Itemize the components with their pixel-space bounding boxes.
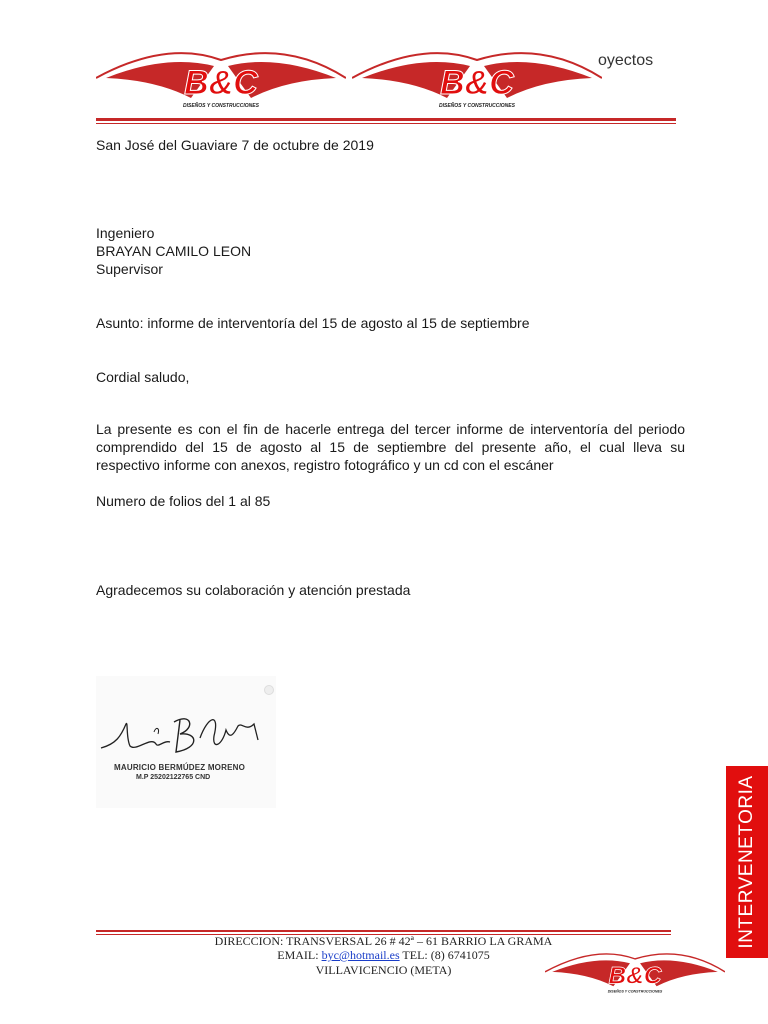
footer-city: VILLAVICENCIO (META) — [315, 963, 452, 977]
signature-block — [96, 676, 276, 808]
phone-text: TEL: (8) 6741075 — [402, 948, 490, 962]
footer-address: DIRECCION: TRANSVERSAL 26 # 42ª – 61 BARRIO LA GRAMA — [214, 934, 553, 948]
svg-text:B&C: B&C — [608, 962, 662, 990]
footer-divider — [96, 930, 671, 932]
recipient-role: Supervisor — [96, 261, 163, 277]
company-logo — [96, 50, 346, 112]
header-divider-thin — [96, 123, 676, 124]
side-banner — [726, 766, 768, 958]
side-banner-text: INTERVENETORIA — [736, 775, 757, 949]
place-date: San José del Guaviare 7 de octubre de 2019 — [96, 137, 374, 153]
recipient-title: Ingeniero — [96, 225, 155, 241]
signer-name: MAURICIO BERMÚDEZ MORENO — [114, 763, 246, 772]
svg-text:B&C: B&C — [440, 64, 514, 102]
signer-license: M.P 25202122765 CND — [136, 774, 211, 781]
body-paragraph: La presente es con el fin de hacerle entrega del tercer informe de interventoría del periodo comprendido del 15 de agosto al 15 de septiembre del presente año, el cual lleva su respectivo informe con anexos, registro fotográfico y un cd con el escáner — [96, 421, 685, 473]
svg-text:DISEÑOS Y CONSTRUCCIONES: DISEÑOS Y CONSTRUCCIONES — [183, 103, 259, 109]
closing-line: Agradecemos su colaboración y atención prestada — [96, 582, 411, 598]
greeting: Cordial saludo, — [96, 369, 190, 385]
svg-text:DISEÑOS Y CONSTRUCCIONES: DISEÑOS Y CONSTRUCCIONES — [439, 103, 515, 109]
footer-company-logo — [545, 950, 725, 998]
svg-text:B&C: B&C — [184, 64, 258, 102]
handwritten-signature — [96, 676, 276, 808]
recipient-name: BRAYAN CAMILO LEON — [96, 243, 252, 259]
scan-mark-dot — [264, 685, 274, 695]
company-logo — [352, 50, 602, 112]
header-divider — [96, 118, 676, 121]
svg-text:DISEÑOS Y CONSTRUCCIONES: DISEÑOS Y CONSTRUCCIONES — [607, 989, 663, 994]
folios-line: Numero de folios del 1 al 85 — [96, 493, 271, 509]
header-fragment-text: oyectos — [598, 52, 654, 69]
subject-line: Asunto: informe de interventoría del 15 de agosto al 15 de septiembre — [96, 315, 530, 331]
email-link[interactable]: byc@hotmail.es — [321, 948, 400, 962]
email-label: EMAIL: — [277, 948, 319, 962]
